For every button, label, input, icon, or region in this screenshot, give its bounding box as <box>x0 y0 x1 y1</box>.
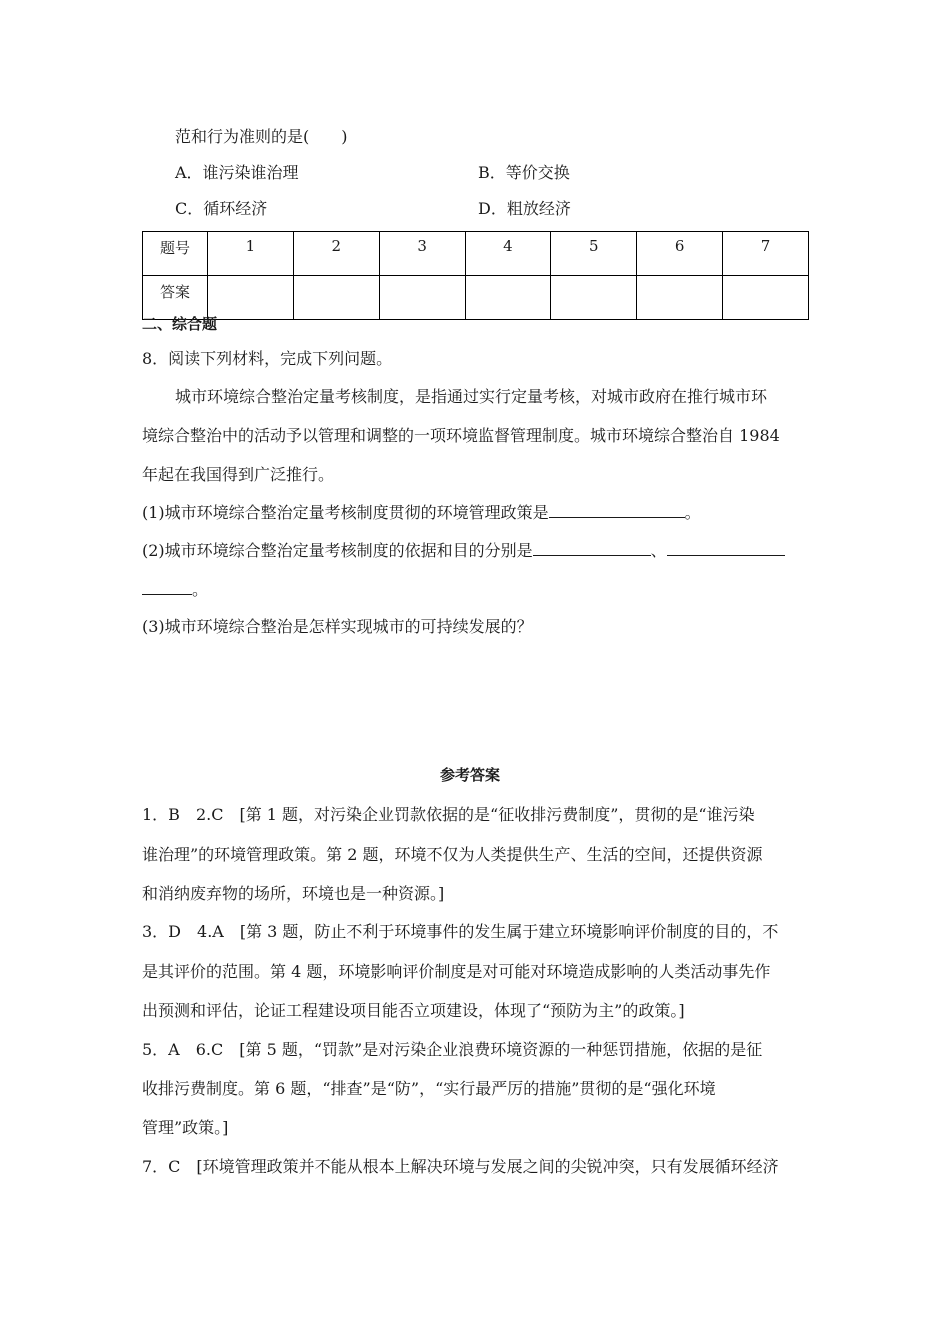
sub2-blank-2 <box>667 541 785 556</box>
sub2-blank-2-cont <box>142 580 192 595</box>
section2-heading: 二、综合题 <box>142 315 218 333</box>
answer-cell <box>379 276 465 320</box>
number-cell: 6 <box>637 232 723 276</box>
sub1-text: (1)城市环境综合整治定量考核制度贯彻的环境管理政策是 <box>142 503 549 522</box>
sub2-blank-1 <box>533 541 651 556</box>
reference-line: 管理”政策。] <box>142 1118 229 1137</box>
sub1-answer-blank <box>549 503 685 518</box>
reference-line: 和消纳废弃物的场所，环境也是一种资源。] <box>142 884 445 903</box>
answer-label-cell: 答案 <box>143 276 208 320</box>
material-line-1: 城市环境综合整治定量考核制度，是指通过实行定量考核，对城市政府在推行城市环 <box>175 387 768 406</box>
answer-grid-table <box>142 231 809 320</box>
material-line-2: 境综合整治中的活动予以管理和调整的一项环境监督管理制度。城市环境综合整治自 1984 <box>142 426 780 445</box>
reference-heading: 参考答案 <box>440 766 501 784</box>
reference-line: 3．D 4.A [第 3 题，防止不利于环境事件的发生属于建立环境影响评价制度的目的，不 <box>142 922 779 941</box>
reference-line: 谁治理”的环境管理政策。第 2 题，环境不仅为人类提供生产、生活的空间，还提供资源 <box>142 845 763 864</box>
option-b: B．等价交换 <box>478 163 570 182</box>
reference-line: 是其评价的范围。第 4 题，环境影响评价制度是对可能对环境造成影响的人类活动事先作 <box>142 962 771 981</box>
table-row-answers <box>143 276 809 320</box>
material-line-3: 年起在我国得到广泛推行。 <box>142 465 335 484</box>
question7-stem-tail: 范和行为准则的是( ) <box>175 127 348 146</box>
sub1-end: 。 <box>684 503 701 522</box>
sub-question-1 <box>142 503 701 523</box>
option-c: C．循环经济 <box>175 199 268 218</box>
number-cell: 7 <box>723 232 809 276</box>
sub-question-3: (3)城市环境综合整治是怎样实现城市的可持续发展的？ <box>142 617 533 636</box>
table-row-numbers <box>143 232 809 276</box>
header-label-cell: 题号 <box>143 232 208 276</box>
number-cell: 1 <box>208 232 294 276</box>
number-cell: 2 <box>293 232 379 276</box>
sub-question-2 <box>142 541 785 561</box>
number-cell: 4 <box>465 232 551 276</box>
answer-cell <box>465 276 551 320</box>
sub2-end: 。 <box>192 580 209 599</box>
option-d: D．粗放经济 <box>478 199 571 218</box>
reference-line: 5．A 6.C [第 5 题，“罚款”是对污染企业浪费环境资源的一种惩罚措施，依据的是征 <box>142 1040 763 1059</box>
answer-cell <box>723 276 809 320</box>
number-cell: 3 <box>379 232 465 276</box>
question8-title: 8．阅读下列材料，完成下列问题。 <box>142 349 393 368</box>
sub-question-2-continued <box>142 580 208 600</box>
answer-cell <box>293 276 379 320</box>
sub2-separator: 、 <box>650 541 667 560</box>
answer-cell <box>208 276 294 320</box>
option-a: A．谁污染谁治理 <box>175 163 299 182</box>
reference-line: 7．C [环境管理政策并不能从根本上解决环境与发展之间的尖锐冲突，只有发展循环经济 <box>142 1157 779 1176</box>
reference-line: 出预测和评估，论证工程建设项目能否立项建设，体现了“预防为主”的政策。] <box>142 1001 685 1020</box>
reference-line: 收排污费制度。第 6 题，“排查”是“防”，“实行最严厉的措施”贯彻的是“强化环境 <box>142 1079 716 1098</box>
reference-line: 1．B 2.C [第 1 题，对污染企业罚款依据的是“征收排污费制度”，贯彻的是“谁污染 <box>142 805 755 824</box>
answer-cell <box>637 276 723 320</box>
sub2-text: (2)城市环境综合整治定量考核制度的依据和目的分别是 <box>142 541 533 560</box>
number-cell: 5 <box>551 232 637 276</box>
answer-cell <box>551 276 637 320</box>
